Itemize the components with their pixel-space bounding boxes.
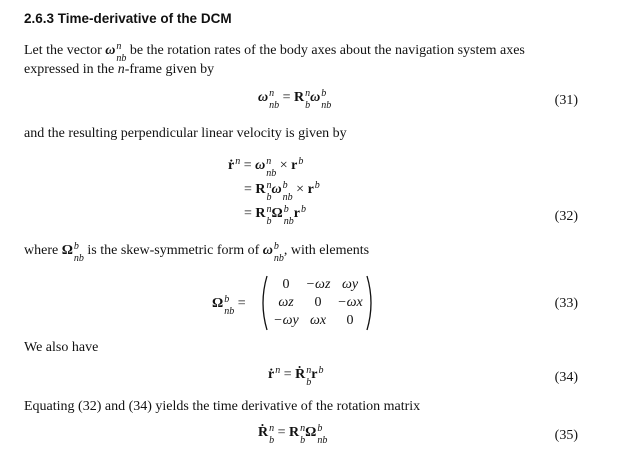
equation-number-34: (34) <box>554 370 578 385</box>
omega-symbol: ω <box>105 43 116 59</box>
matrix-cell: −ωz <box>305 277 331 292</box>
equation-number-33: (33) <box>554 296 578 311</box>
equation-number-35: (35) <box>554 428 578 443</box>
matrix-cell: −ωx <box>337 295 363 310</box>
equation-32-line-1: ṙ n = ω n nb × r b <box>228 156 304 179</box>
equation-32-line-2: = R n b ω b nb × r b <box>244 180 320 203</box>
matrix-cell: 0 <box>346 313 354 328</box>
equation-34: ṙ n = Ṙ n b r b <box>268 365 324 388</box>
section-heading: 2.6.3 Time-derivative of the DCM <box>24 11 232 26</box>
paragraph-4: We also have <box>24 340 99 355</box>
skew-symmetric-matrix <box>258 274 376 332</box>
matrix-cell: 0 <box>282 277 290 292</box>
equation-number-31: (31) <box>554 93 578 108</box>
paragraph-3: where Ω b nb is the skew-symmetric form of ω b nb , with elements <box>24 241 370 264</box>
matrix-cell: ωz <box>278 295 294 310</box>
equation-32-line-3: = R n b Ω b nb r b <box>244 204 306 227</box>
paragraph-2: and the resulting perpendicular linear velocity is given by <box>24 126 347 141</box>
matrix-cell: 0 <box>314 295 322 310</box>
paragraph-5: Equating (32) and (34) yields the time derivative of the rotation matrix <box>24 399 421 414</box>
matrix-cell: ωy <box>341 277 359 292</box>
matrix-cell: ωx <box>309 313 327 328</box>
equation-number-32: (32) <box>554 209 578 224</box>
equation-33-lhs: Ω b nb = <box>212 294 246 317</box>
matrix-cell: −ωy <box>273 313 299 328</box>
paragraph-1: Let the vector ω n nb be the rotation rates of the body axes about the navigation system axes expressed in the n-frame given by <box>24 41 525 77</box>
equation-31: ω n nb = R n b ω b nb <box>258 88 332 111</box>
equation-35: Ṙ n b = R n b Ω b nb <box>258 423 328 446</box>
